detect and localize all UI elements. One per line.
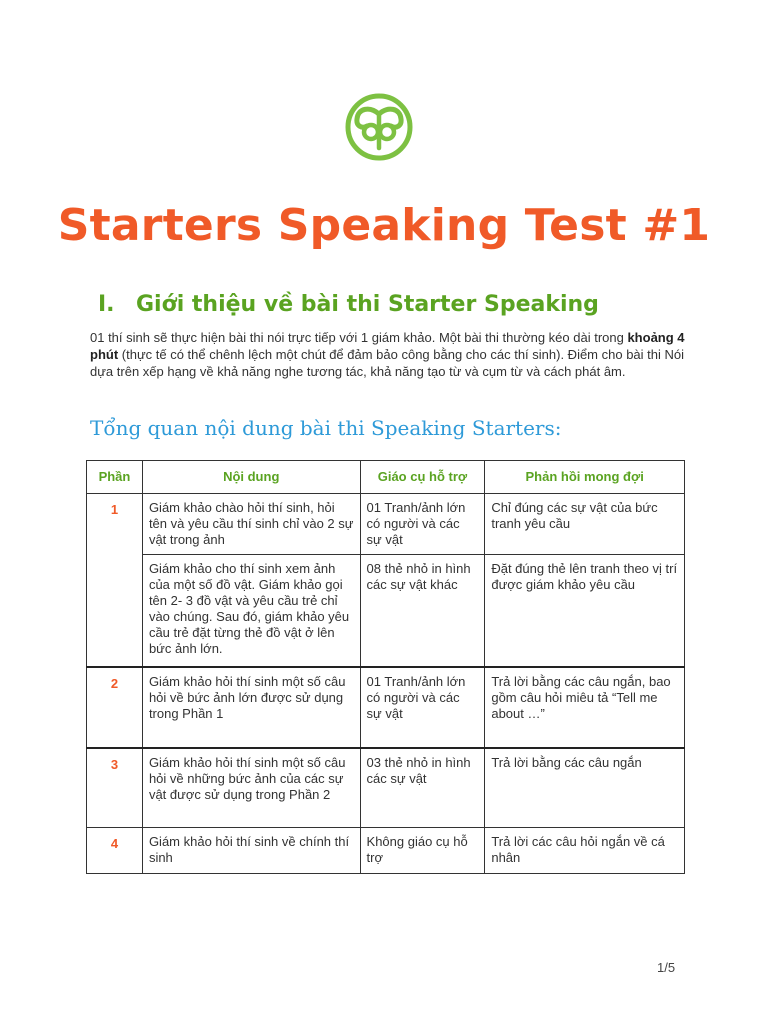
table-header-row: [87, 461, 685, 494]
header-part: Phần: [87, 461, 143, 494]
page-number: 1/5: [657, 960, 676, 975]
row-response: Chỉ đúng các sự vật của bức tranh yêu cầu: [485, 494, 685, 555]
overview-subheading: Tổng quan nội dung bài thi Speaking Starters:: [90, 416, 562, 440]
row-response: Trả lời các câu hỏi ngắn về cá nhân: [485, 828, 685, 874]
table-row: [87, 494, 685, 555]
intro-bold-duration: khoảng 4 phút: [90, 330, 685, 362]
header-response: Phản hồi mong đợi: [485, 461, 685, 494]
part-number: 1: [87, 494, 143, 555]
row-response: Đặt đúng thẻ lên tranh theo vị trí được giám khảo yêu cầu: [485, 555, 685, 667]
row-response: Trả lời bằng các câu ngắn: [485, 748, 685, 828]
row-content: Giám khảo hỏi thí sinh một số câu hỏi về những bức ảnh của các sự vật được sử dụng trong Phần 2: [142, 748, 360, 828]
intro-text-start: 01 thí sinh sẽ thực hiện bài thi nói trực tiếp với 1 giám khảo. Một bài thi thường kéo dài trong: [90, 330, 628, 345]
page-title: Starters Speaking Test #1: [57, 200, 711, 251]
table-row: [87, 667, 685, 748]
row-content: Giám khảo hỏi thí sinh về chính thí sinh: [142, 828, 360, 874]
part-number: 3: [87, 748, 143, 828]
table-row: [87, 828, 685, 874]
section-number: I.: [98, 292, 115, 317]
table-row: [87, 555, 685, 667]
row-response: Trả lời bằng các câu ngắn, bao gồm câu hỏi miêu tả “Tell me about …”: [485, 667, 685, 748]
header-content: Nội dung: [142, 461, 360, 494]
header-tools: Giáo cụ hỗ trợ: [360, 461, 485, 494]
row-tools: Không giáo cụ hỗ trợ: [360, 828, 485, 874]
part-number: 4: [87, 828, 143, 874]
logo-icon: [344, 92, 414, 162]
table-row: [87, 748, 685, 828]
section-heading: [98, 292, 599, 317]
section-heading-text: Giới thiệu về bài thi Starter Speaking: [136, 292, 599, 317]
row-content: Giám khảo chào hỏi thí sinh, hỏi tên và yêu cầu thí sinh chỉ vào 2 sự vật trong ảnh: [142, 494, 360, 555]
row-tools: 01 Tranh/ảnh lớn có người và các sự vật: [360, 667, 485, 748]
part-number: 2: [87, 667, 143, 748]
row-tools: 08 thẻ nhỏ in hình các sự vật khác: [360, 555, 485, 667]
content-table: [86, 460, 685, 874]
intro-text-end: (thực tế có thể chênh lệch một chút để đảm bảo công bằng cho các thí sinh). Điểm cho bài thi Nói dựa trên xếp hạng về khả năng nghe tương tác, khả năng tạo từ và cụm từ và cách phát âm.: [90, 347, 685, 379]
row-tools: 01 Tranh/ảnh lớn có người và các sự vật: [360, 494, 485, 555]
row-tools: 03 thẻ nhỏ in hình các sự vật: [360, 748, 485, 828]
row-content: Giám khảo cho thí sinh xem ảnh của một số đồ vật. Giám khảo gọi tên 2- 3 đồ vật và yêu cầu trẻ chỉ vào chúng. Sau đó, giám khảo yêu cầu trẻ đặt từng thẻ đồ vật ở lên bức ảnh lớn.: [142, 555, 360, 667]
part-number: [87, 555, 143, 667]
intro-paragraph: [90, 329, 690, 380]
row-content: Giám khảo hỏi thí sinh một số câu hỏi về bức ảnh lớn được sử dụng trong Phần 1: [142, 667, 360, 748]
